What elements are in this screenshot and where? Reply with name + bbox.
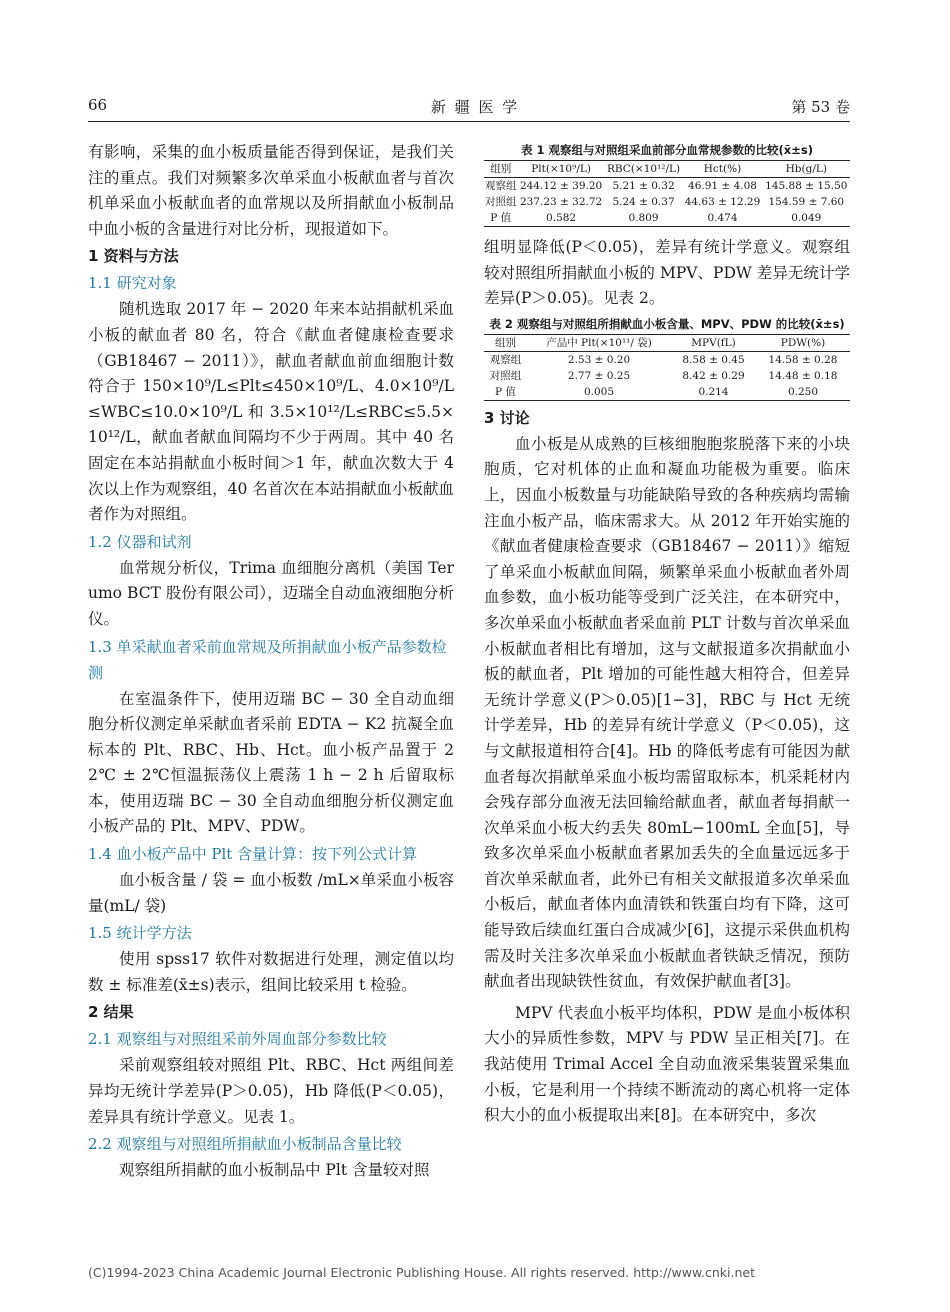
table-row <box>484 178 850 195</box>
section-heading-discussion: 3 讨论 <box>484 408 530 427</box>
table-cell: 0.005 <box>583 385 615 398</box>
discussion-paragraph-2: MPV 代表血小板平均体积，PDW 是血小板体积大小的异质性参数，MPV 与 PDW 呈正相关[7]。在我站使用 Trimal Accel 全自动血液采集装置采集血小板，它是利用一个持续不断流动的离心机将一定体积大小的血小板提取出来[8]。在本研究中，多次 <box>484 1003 850 1125</box>
paragraph-1-5: 使用 spss17 软件对数据进行处理，测定值以均数 ± 标准差(x̄±s)表示，组间比较采用 t 检验。 <box>88 950 454 994</box>
page-number: 66 <box>88 96 108 114</box>
table-cell: 0.474 <box>707 212 738 224</box>
table-row <box>484 384 850 401</box>
subsection-heading-1-4: 1.4 血小板产品中 Plt 含量计算：按下列公式计算 <box>88 845 418 864</box>
table-cell: 观察组 <box>484 180 517 192</box>
table-row <box>484 351 850 368</box>
intro-paragraph: 有影响，采集的血小板质量能否得到保证，是我们关注的重点。我们对频繁多次单采血小板献血者与首次机单采血小板献血者的血常规以及所捐献血小板制品中血小板的含量进行对比分析，现报道如下。 <box>88 143 454 238</box>
table-row <box>484 210 850 227</box>
table-cell: 8.42 ± 0.29 <box>682 369 745 382</box>
paragraph-2-2: 观察组所捐献的血小板制品中 Plt 含量较对照 <box>119 1161 430 1180</box>
table1-header-cell: 组别 <box>490 163 512 175</box>
table1-caption: 表 1 观察组与对照组采血前部分血常规参数的比较(x̄±s) <box>521 143 813 157</box>
paragraph-1-1: 随机选取 2017 年 − 2020 年来本站捐献机采血小板的献血者 80 名，符合《献血者健康检查要求（GB18467 − 2011）》，献血者献血前血细胞计数符合于 150×10⁹/L≤Plt≤450×10⁹/L、4.0×10⁹/L≤WBC≤10.0×10⁹/L 和 3.5×10¹²/L≤RBC≤5.5×10¹²/L，献血者献血间隔均不少于两周。其中 40 名固定在本站捐献血小板时间＞1 年，献血次数大于 4 次以上作为观察组，40 名首次在本站捐献血小板献血者作为对照组。 <box>88 300 454 524</box>
table-cell: 观察组 <box>489 353 522 366</box>
table-cell: 对照组 <box>484 196 517 208</box>
table-cell: 237.23 ± 32.72 <box>519 196 603 208</box>
table2-caption: 表 2 观察组与对照组所捐献血小板含量、MPV、PDW 的比较(x̄±s) <box>489 316 845 331</box>
table-row <box>484 368 850 384</box>
table1 <box>484 160 850 227</box>
table1-header-cell: RBC(×10¹²/L) <box>606 163 681 175</box>
subsection-heading-2-2: 2.2 观察组与对照组所捐献血小板制品含量比较 <box>88 1135 402 1154</box>
section-heading-results: 2 结果 <box>88 1003 134 1022</box>
table-cell: 8.58 ± 0.45 <box>682 353 745 366</box>
paragraph-2-1: 采前观察组较对照组 Plt、RBC、Hct 两组间差异均无统计学差异(P＞0.05)，Hb 降低(P＜0.05)，差异具有统计学意义。见表 1。 <box>88 1056 454 1126</box>
results-continuation-paragraph: 组明显降低(P＜0.05)，差异有统计学意义。观察组较对照组所捐献血小板的 MPV、PDW 差异无统计学差异(P＞0.05)。见表 2。 <box>484 238 850 308</box>
table-cell: 2.77 ± 0.25 <box>567 369 631 382</box>
table-cell: 46.91 ± 4.08 <box>688 180 757 192</box>
copyright-footer: (C)1994-2023 China Academic Journal Electronic Publishing House. All rights reserved. http://www.cnki.net <box>88 1265 755 1280</box>
right-column <box>484 140 850 1129</box>
table-row <box>484 194 850 210</box>
table-cell: 5.24 ± 0.37 <box>612 196 675 208</box>
table-cell: P 值 <box>490 212 512 224</box>
table2-header-cell: 产品中 Plt(×10¹¹/ 袋) <box>546 336 652 349</box>
table-cell: 2.53 ± 0.20 <box>567 353 631 366</box>
header-rule <box>88 121 850 122</box>
left-column <box>88 140 454 1184</box>
discussion-paragraph-1: 血小板是从成熟的巨核细胞胞浆脱落下来的小块胞质，它对机体的止血和凝血功能极为重要。临床上，因血小板数量与功能缺陷导致的各种疾病均需输注血小板产品，临床需求大。从 2012 年开始实施的《献血者健康检查要求（GB18467 − 2011）》缩短了单采血小板献血间隔，频繁单采血小板献血者外周血参数，血小板功能等受到广泛关注，在本研究中，多次单采血小板献血者采血前 PLT 计数与首次单采血小板献血者相比有增加，这与文献报道多次捐献血小板的献血者，Plt 增加的可能性越大相符合，但差异无统计学意义(P＞0.05)[1−3]，RBC 与 Hct 无统计学差异，Hb 的差异有统计学意义（P＜0.05)，这与文献报道相符合[4]。Hb 的降低考虑有可能因为献血者每次捐献单采血小板均需留取标本，机采耗材内会残存部分血液无法回输给献血者，献血者每捐献一次单采血小板大约丢失 80mL−100mL 全血[5]，导致多次单采血小板献血者累加丢失的全血量远远多于首次单采献血者，此外已有相关文献报道多次单采血小板后，献血者体内血清铁和铁蛋白均有下降，这可能导致后续血红蛋白合成减少[6]，这提示采供血机构需及时关注多次单采血小板献血者铁缺乏情况，预防献血者出现缺铁性贫血，有效保护献血者[3]。 <box>484 434 850 991</box>
table1-header-cell: Plt(×10⁹/L) <box>531 163 591 175</box>
volume-label: 第 53 卷 <box>791 98 850 116</box>
table1-header-row <box>484 161 850 178</box>
table-cell: 0.809 <box>628 212 659 224</box>
paragraph-1-3: 在室温条件下，使用迈瑞 BC − 30 全自动血细胞分析仪测定单采献血者采前 EDTA − K2 抗凝全血标本的 Plt、RBC、Hb、Hct。血小板产品置于 22℃ ± 2℃恒温振荡仪上震荡 1 h − 2 h 后留取标本，使用迈瑞 BC − 30 全自动血细胞分析仪测定血小板产品的 Plt、MPV、PDW。 <box>88 689 454 836</box>
table-cell: 0.214 <box>698 385 729 398</box>
table-cell: 244.12 ± 39.20 <box>519 180 603 192</box>
table1-header-cell: Hb(g/L) <box>785 163 827 175</box>
table-cell: 0.582 <box>546 212 577 224</box>
table2-header-cell: MPV(fL) <box>691 336 736 349</box>
subsection-heading-1-5: 1.5 统计学方法 <box>88 924 192 943</box>
table2 <box>484 334 850 401</box>
paragraph-1-4: 血小板含量 / 袋 = 血小板数 /mL×单采血小板容量(mL/ 袋) <box>88 871 454 915</box>
table-cell: 145.88 ± 15.50 <box>765 180 848 192</box>
table-cell: 5.21 ± 0.32 <box>612 180 675 192</box>
table2-header-cell: PDW(%) <box>780 336 826 349</box>
subsection-heading-1-2: 1.2 仪器和试剂 <box>88 532 192 551</box>
journal-title: 新 疆 医 学 <box>430 98 520 116</box>
table-cell: P 值 <box>495 385 516 398</box>
table-cell: 0.250 <box>787 385 819 398</box>
section-heading-methods: 1 资料与方法 <box>88 247 179 266</box>
subsection-heading-1-3: 1.3 单采献血者采前血常规及所捐献血小板产品参数检测 <box>88 637 447 682</box>
table-cell: 14.48 ± 0.18 <box>768 369 838 382</box>
table-cell: 154.59 ± 7.60 <box>768 196 845 208</box>
table-cell: 0.049 <box>791 212 822 224</box>
table-cell: 44.63 ± 12.29 <box>684 196 761 208</box>
paragraph-1-2: 血常规分析仪，Trima 血细胞分离机（美国 Terumo BCT 股份有限公司），迈瑞全自动血液细胞分析仪。 <box>88 558 454 628</box>
table2-header-row <box>484 334 850 351</box>
subsection-heading-1-1: 1.1 研究对象 <box>88 274 177 293</box>
table2-header-cell: 组别 <box>494 336 516 349</box>
table-cell: 14.58 ± 0.28 <box>768 353 838 366</box>
table1-header-cell: Hct(%) <box>703 163 742 175</box>
table-cell: 对照组 <box>489 369 522 382</box>
subsection-heading-2-1: 2.1 观察组与对照组采前外周血部分参数比较 <box>88 1030 387 1049</box>
